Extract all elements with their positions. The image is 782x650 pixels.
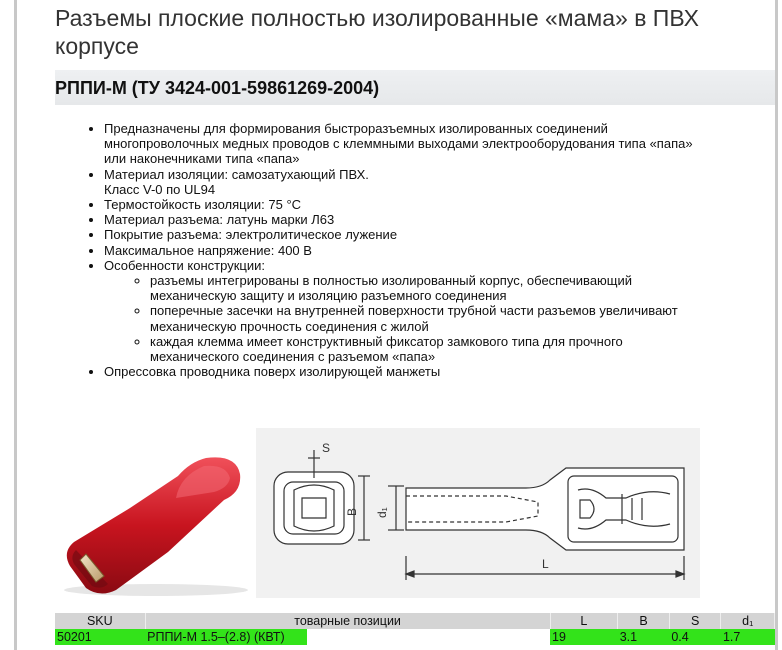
sub-item: [150, 273, 782, 303]
feature-item: [104, 167, 782, 197]
product-photo: [56, 440, 252, 600]
sub-item: [150, 303, 782, 333]
sub-line: механического соединения с разъемом «папа»: [150, 349, 436, 365]
cell-item-text: РППИ-М 1.5–(2.8) (КВТ): [147, 630, 285, 644]
col-b: B: [618, 613, 670, 629]
sub-item: [150, 334, 782, 364]
cell-l: 19: [550, 629, 618, 645]
feature-item: [104, 121, 782, 167]
feature-line: • Особенности конструкции:: [104, 257, 265, 273]
col-sku: SKU: [55, 613, 145, 629]
page-title: Разъемы плоские полностью изолированные «мама» в ПВХ корпусе: [55, 5, 700, 59]
left-border: [14, 0, 17, 650]
sub-line: механическую прочность соединения с жилой: [150, 318, 429, 334]
sub-line: ◦ разъемы интегрированы в полностью изолированный корпус, обеспечивающий: [150, 273, 633, 289]
feature-item: • Термостойкость изоляции: 75 °С: [104, 197, 782, 212]
col-s: S: [669, 613, 721, 629]
feature-item: • Материал разъема: латунь марки Л63: [104, 212, 782, 227]
sub-line: ◦ каждая клемма имеет конструктивный фиксатор замкового типа для прочного: [150, 333, 623, 349]
col-items: товарные позиции: [145, 613, 550, 629]
technical-drawing: [256, 428, 700, 598]
construction-sublist: [104, 273, 782, 364]
label-b: B: [345, 507, 359, 516]
cell-s: 0.4: [669, 629, 721, 645]
cell-b: 3.1: [618, 629, 670, 645]
feature-item: • Максимальное напряжение: 400 В: [104, 243, 782, 258]
feature-item: • Опрессовка проводника поверх изолирующей манжеты: [104, 364, 782, 379]
feature-item: [104, 258, 782, 364]
cell-item: [145, 629, 550, 645]
feature-line: Класс V-0 по UL94: [104, 181, 216, 197]
cell-d1: 1.7: [721, 629, 775, 645]
sku-table: [55, 613, 775, 645]
feature-line: многопроволочных медных проводов с клеммными выходами электрооборудования типа «папа»: [104, 136, 693, 152]
product-subtitle: РППИ-М (ТУ 3424-001-59861269-2004): [55, 78, 380, 98]
feature-item: • Покрытие разъема: электролитическое лужение: [104, 227, 782, 242]
feature-line: • Материал изоляции: самозатухающий ПВХ.: [104, 166, 369, 182]
col-d1: d₁: [721, 613, 775, 629]
col-l: L: [550, 613, 618, 629]
feature-line: или наконечниками типа «папа»: [104, 151, 300, 167]
table-header-row: [55, 613, 775, 629]
feature-line: • Предназначены для формирования быстроразъемных изолированных соединений: [104, 121, 608, 136]
cell-sku: 50201: [55, 629, 145, 645]
sub-line: ◦ поперечные засечки на внутренней поверхности трубной части разъемов увеличивают: [150, 303, 678, 319]
table-row[interactable]: [55, 629, 775, 645]
sub-line: механическую защиту и изоляцию разъемного соединения: [150, 288, 507, 304]
label-d1: d₁: [375, 507, 389, 518]
label-l: L: [542, 557, 549, 571]
feature-list: [76, 121, 782, 379]
label-s: S: [322, 441, 331, 455]
